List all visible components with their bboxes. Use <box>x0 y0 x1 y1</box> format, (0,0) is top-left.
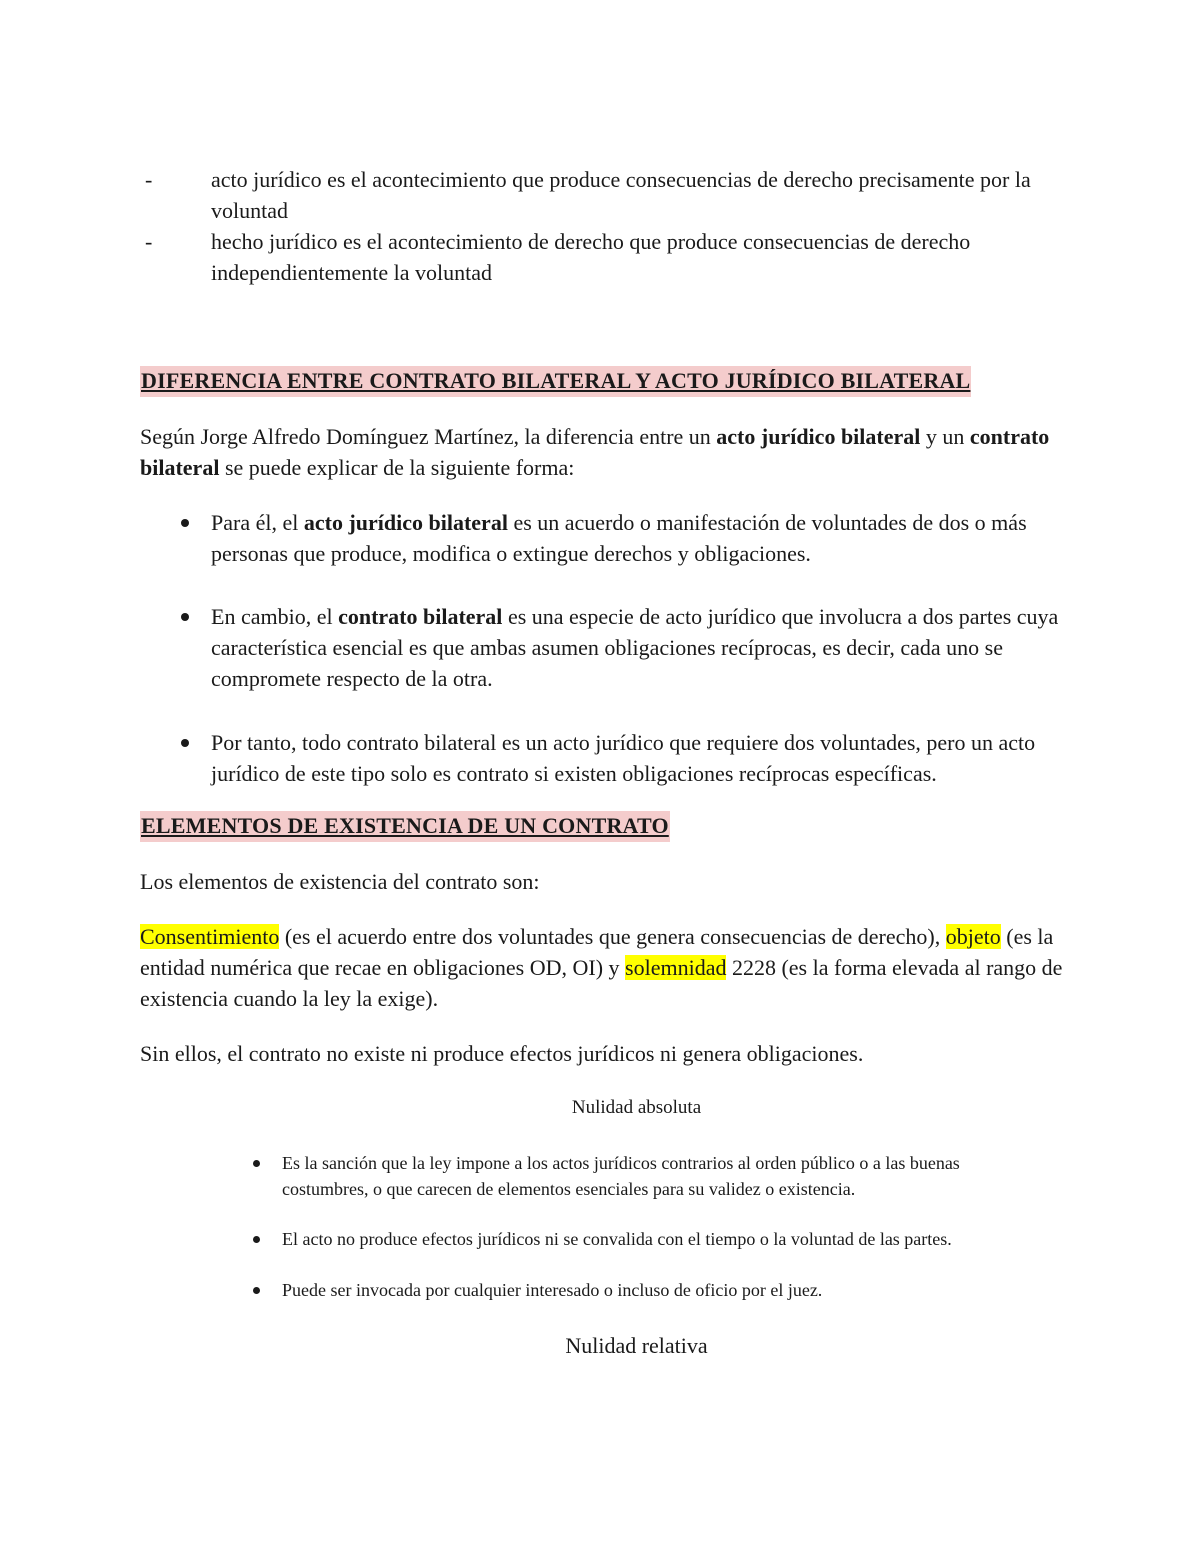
text-run: es una especie de acto jurídico que involucra a dos partes cuya característica esencial es que ambas asumen obligaciones recíprocas, es decir, cada uno se compromete respecto de la otra. <box>211 604 1059 691</box>
list-item-text: Es la sanción que la ley impone a los actos jurídicos contrarios al orden público o a las buenas costumbres, o que carecen de elementos esenciales para su validez o existencia. <box>282 1153 960 1199</box>
section2-intro: Los elementos de existencia del contrato son: <box>140 869 540 894</box>
list-item-text: acto jurídico es el acontecimiento que produce consecuencias de derecho precisamente por la voluntad <box>211 167 1031 223</box>
elements-paragraph <box>140 921 1070 1014</box>
highlighted-term: objeto <box>945 924 1001 949</box>
text-run: se puede explicar de la siguiente forma: <box>219 455 575 480</box>
list-item <box>140 164 1060 226</box>
section-heading-diferencia <box>140 368 971 394</box>
list-item-text: Puede ser invocada por cualquier interesado o incluso de oficio por el juez. <box>282 1280 823 1300</box>
bullet-dot-icon <box>253 1236 260 1243</box>
section1-intro-paragraph <box>140 421 1070 483</box>
text-run: Por tanto, todo contrato bilateral es un acto jurídico que requiere dos voluntades, pero un acto jurídico de este tipo solo es contrato si existen obligaciones recíprocas específicas. <box>211 730 1036 786</box>
bullet-item <box>140 601 1070 694</box>
list-item <box>140 226 1060 288</box>
heading-text: ELEMENTOS DE EXISTENCIA DE UN CONTRATO <box>140 811 670 842</box>
text-run: Para él, el <box>211 510 304 535</box>
bullet-dot-icon <box>181 519 189 527</box>
text-run: Según Jorge Alfredo Domínguez Martínez, la diferencia entre un <box>140 424 717 449</box>
highlighted-term: solemnidad <box>625 955 727 980</box>
text-run: En cambio, el <box>211 604 339 629</box>
dash-marker: - <box>145 229 153 254</box>
bold-term: contrato bilateral <box>338 604 503 629</box>
text-run: (es la entidad numérica que recae en obligaciones OD, OI) y <box>140 924 1054 980</box>
list-item-text: hecho jurídico es el acontecimiento de derecho que produce consecuencias de derecho independientemente la voluntad <box>211 229 971 285</box>
nulidad-relativa-title: Nulidad relativa <box>565 1333 708 1358</box>
bullet-dot-icon <box>253 1160 260 1167</box>
heading-text: DIFERENCIA ENTRE CONTRATO BILATERAL Y ACTO JURÍDICO BILATERAL <box>140 366 971 397</box>
nulidad-absoluta-title: Nulidad absoluta <box>571 1097 702 1118</box>
bullet-item <box>211 1226 1041 1252</box>
text-run: 2228 (es la forma elevada al rango de existencia cuando la ley la exige). <box>140 955 1063 1011</box>
highlighted-term: Consentimiento <box>140 924 280 949</box>
bold-term: contrato bilateral <box>140 424 1050 480</box>
intro-dash-list <box>140 164 1060 288</box>
text-run: es un acuerdo o manifestación de voluntades de dos o más personas que produce, modifica o extingue derechos y obligaciones. <box>211 510 1027 566</box>
text-run: (es el acuerdo entre dos voluntades que genera consecuencias de derecho), <box>279 924 946 949</box>
bullet-item <box>140 507 1070 569</box>
dash-marker: - <box>145 167 153 192</box>
bullet-item <box>140 727 1070 789</box>
bullet-item <box>211 1150 1041 1202</box>
text-run: y un <box>920 424 970 449</box>
closing-paragraph: Sin ellos, el contrato no existe ni produce efectos jurídicos ni genera obligaciones. <box>140 1041 864 1066</box>
list-item-text: El acto no produce efectos jurídicos ni se convalida con el tiempo o la voluntad de las partes. <box>282 1229 952 1249</box>
bullet-dot-icon <box>181 613 189 621</box>
section-heading-elementos <box>140 813 670 839</box>
bullet-dot-icon <box>253 1287 260 1294</box>
bold-term: acto jurídico bilateral <box>716 424 921 449</box>
bullet-item <box>211 1277 1041 1303</box>
bullet-dot-icon <box>181 739 189 747</box>
bold-term: acto jurídico bilateral <box>303 510 508 535</box>
